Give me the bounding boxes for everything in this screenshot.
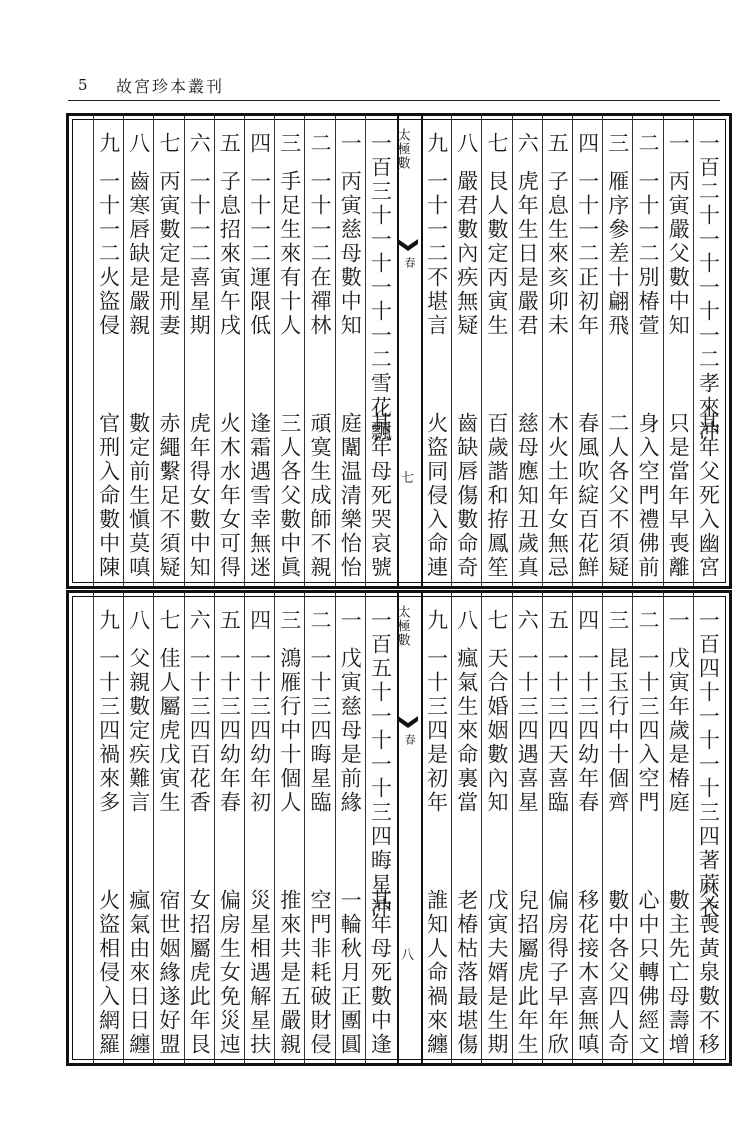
column-rule — [663, 116, 664, 586]
item-number: 四 — [575, 609, 600, 633]
column-rule — [214, 593, 215, 1063]
item-line: 一十三四幼年春 — [575, 647, 600, 815]
item-number: 二 — [307, 609, 332, 633]
item-line: 一十三四晦星臨 — [307, 647, 332, 815]
verse-column — [632, 122, 662, 580]
item-number: 七 — [156, 609, 181, 633]
item-line: 一十一二在禪林 — [307, 170, 332, 338]
column-rule — [451, 116, 452, 586]
item-number: 二 — [307, 132, 332, 156]
column-rule — [512, 593, 513, 1063]
item-line: 子息生來亥卯未 — [545, 170, 570, 338]
item-number: 六 — [515, 609, 540, 633]
column-rule — [663, 593, 664, 1063]
column-rule — [244, 116, 245, 586]
column-verse: 其年母死哭哀號 — [368, 412, 393, 580]
folio-number: 七 — [401, 471, 415, 486]
column-rule — [153, 116, 154, 586]
verse-column — [153, 599, 183, 1057]
item-verse: 齒缺唇傷數命奇 — [454, 412, 479, 580]
verse-column — [451, 122, 481, 580]
item-verse: 木火土年女無忌 — [545, 412, 570, 580]
verse-column — [451, 599, 481, 1057]
item-verse: 戊寅夫婿是生期 — [484, 889, 509, 1057]
fish-tail-mark — [397, 715, 419, 729]
item-number: 九 — [96, 609, 121, 633]
verse-column — [304, 122, 334, 580]
item-verse: 數中各父四人奇 — [605, 889, 630, 1057]
column-rule — [214, 116, 215, 586]
column-rule — [542, 593, 543, 1063]
item-line: 一十一二火盜侵 — [96, 170, 121, 338]
item-verse: 赤繩繫足不須疑 — [156, 412, 181, 580]
item-number: 七 — [484, 132, 509, 156]
column-rule — [93, 593, 94, 1063]
column-rule — [451, 593, 452, 1063]
item-number: 五 — [545, 132, 570, 156]
item-verse: 虎年得女數中知 — [187, 412, 212, 580]
column-rule — [153, 593, 154, 1063]
column-rule — [602, 593, 603, 1063]
item-line: 一十三四是初年 — [424, 647, 449, 815]
item-line: 戊寅慈母是前緣 — [338, 647, 363, 815]
item-verse: 兒招屬虎此年生 — [515, 889, 540, 1057]
verse-column — [542, 599, 572, 1057]
item-verse: 庭闈温清樂怡怡 — [338, 412, 363, 580]
column-rule — [335, 593, 336, 1063]
item-line: 戊寅年歲是椿庭 — [666, 647, 691, 815]
item-line: 一十三四百花香 — [187, 647, 212, 815]
item-verse: 只是當年早喪離 — [666, 412, 691, 580]
item-number: 三 — [605, 132, 630, 156]
verse-column — [481, 599, 511, 1057]
fold-rule — [397, 593, 399, 1063]
column-rule — [632, 116, 633, 586]
item-number: 六 — [187, 132, 212, 156]
item-verse: 偏房得子早年欣 — [545, 889, 570, 1057]
item-line: 一十一二不堪言 — [424, 170, 449, 338]
column-rule — [365, 116, 366, 586]
item-verse: 女招屬虎此年艮 — [187, 889, 212, 1057]
column-rule — [274, 116, 275, 586]
item-number: 一 — [666, 609, 691, 633]
fold-rule — [421, 116, 423, 586]
verse-column — [304, 599, 334, 1057]
item-verse: 頑寞生成師不親 — [307, 412, 332, 580]
item-number: 三 — [277, 132, 302, 156]
item-number: 五 — [217, 132, 242, 156]
column-rule — [542, 116, 543, 586]
column-rule — [572, 116, 573, 586]
fold-subtitle: 春 — [403, 257, 416, 268]
verse-column — [632, 599, 662, 1057]
item-verse: 火盜同侵入命連 — [424, 412, 449, 580]
item-verse: 推來共是五嚴親 — [277, 889, 302, 1057]
item-verse: 官刑入命數中陳 — [96, 412, 121, 580]
verse-column — [214, 122, 244, 580]
item-line: 丙寅數定是刑妻 — [156, 170, 181, 338]
verse-column — [123, 599, 153, 1057]
lower-woodblock-page — [66, 590, 732, 1066]
fold-subtitle: 春 — [403, 734, 416, 745]
item-number: 二 — [635, 132, 660, 156]
running-header — [68, 72, 720, 102]
item-number: 八 — [126, 609, 151, 633]
item-verse: 誰知人命禍來纏 — [424, 889, 449, 1057]
item-verse: 移花接木喜無嗔 — [575, 889, 600, 1057]
verse-column — [153, 122, 183, 580]
item-number: 三 — [277, 609, 302, 633]
item-number: 二 — [635, 609, 660, 633]
item-number: 一 — [666, 132, 691, 156]
item-line: 一十三四幼年初 — [247, 647, 272, 815]
item-verse: 老椿枯落最堪傷 — [454, 889, 479, 1057]
item-number: 六 — [515, 132, 540, 156]
verse-column — [93, 599, 123, 1057]
item-verse: 災星相遇解星扶 — [247, 889, 272, 1057]
column-verse: 其年母死數中逢 — [368, 889, 393, 1057]
fish-tail-mark — [397, 238, 419, 252]
column-rule — [123, 116, 124, 586]
item-number: 一 — [338, 132, 363, 156]
item-number: 九 — [424, 132, 449, 156]
folio-number: 八 — [401, 948, 415, 963]
column-rule — [184, 116, 185, 586]
verse-column — [274, 122, 304, 580]
item-verse: 數定前生愼莫嗔 — [126, 412, 151, 580]
item-line: 雁序參差十翩飛 — [605, 170, 630, 338]
item-line: 鴻雁行中十個人 — [277, 647, 302, 815]
item-line: 一十三四入空門 — [635, 647, 660, 815]
column-verse: 父喪黃泉數不移 — [696, 889, 721, 1057]
column-rule — [304, 593, 305, 1063]
verse-column — [93, 122, 123, 580]
column-rule — [274, 593, 275, 1063]
item-number: 六 — [187, 609, 212, 633]
fold-title: 太極數 — [394, 128, 410, 170]
verse-column — [184, 599, 214, 1057]
verse-column — [602, 599, 632, 1057]
item-verse: 宿世姻緣遂好盟 — [156, 889, 181, 1057]
item-line: 一十一二運限低 — [247, 170, 272, 338]
verse-column — [335, 122, 365, 580]
fold-rule — [397, 116, 399, 586]
item-verse: 身入空門禮佛前 — [635, 412, 660, 580]
column-rule — [365, 593, 366, 1063]
item-number: 五 — [545, 609, 570, 633]
item-line: 父親數定疾難言 — [126, 647, 151, 815]
item-number: 五 — [217, 609, 242, 633]
column-verse: 其年父死入幽宮 — [696, 412, 721, 580]
item-line: 瘋氣生來命裏當 — [454, 647, 479, 815]
fold-title: 太極數 — [394, 605, 410, 647]
column-rule — [632, 593, 633, 1063]
column-heading: 一百五十一十一十三四晦星冲 — [368, 609, 393, 921]
item-line: 一十三四禍來多 — [96, 647, 121, 815]
verse-column — [602, 122, 632, 580]
verse-column — [512, 122, 542, 580]
item-verse: 逢霜遇雪幸無迷 — [247, 412, 272, 580]
heading-column — [693, 122, 723, 580]
item-number: 三 — [605, 609, 630, 633]
verse-column — [421, 122, 451, 580]
item-verse: 春風吹綻百花鮮 — [575, 412, 600, 580]
column-rule — [693, 116, 694, 586]
center-fold-strip — [394, 599, 417, 1057]
item-line: 嚴君數內疾無疑 — [454, 170, 479, 338]
verse-column — [572, 122, 602, 580]
column-rule — [123, 593, 124, 1063]
verse-column — [214, 599, 244, 1057]
column-rule — [93, 116, 94, 586]
item-line: 一十三四幼年春 — [217, 647, 242, 815]
verse-column — [274, 599, 304, 1057]
item-number: 八 — [454, 132, 479, 156]
item-line: 一十一二正初年 — [575, 170, 600, 338]
item-line: 天合婚姻數內知 — [484, 647, 509, 815]
column-rule — [304, 116, 305, 586]
verse-column — [512, 599, 542, 1057]
item-number: 一 — [338, 609, 363, 633]
item-verse: 偏房生女免災迍 — [217, 889, 242, 1057]
column-heading: 一百二十一十一十一二孝來冲 — [696, 132, 721, 444]
column-rule — [244, 593, 245, 1063]
item-verse: 慈母應知丑歲真 — [515, 412, 540, 580]
item-number: 七 — [156, 132, 181, 156]
fold-rule — [421, 593, 423, 1063]
column-heading: 一百四十一十一十三四著蔴衣 — [696, 609, 721, 921]
verse-column — [481, 122, 511, 580]
item-line: 齒寒唇缺是嚴親 — [126, 170, 151, 338]
verse-column — [663, 122, 693, 580]
column-rule — [481, 593, 482, 1063]
column-rule — [184, 593, 185, 1063]
column-rule — [512, 116, 513, 586]
page-number: 5 — [78, 76, 88, 94]
item-verse: 一輪秋月正團圓 — [338, 889, 363, 1057]
column-heading: 一百三十一十一十一二雪花飄 — [368, 132, 393, 444]
column-rule — [481, 116, 482, 586]
item-number: 四 — [575, 132, 600, 156]
item-line: 一十三四遇喜星 — [515, 647, 540, 815]
column-rule — [693, 593, 694, 1063]
item-verse: 百歲諧和拵鳳笙 — [484, 412, 509, 580]
column-rule — [602, 116, 603, 586]
verse-column — [421, 599, 451, 1057]
column-rule — [572, 593, 573, 1063]
item-line: 昆玉行中十個齊 — [605, 647, 630, 815]
item-number: 四 — [247, 609, 272, 633]
header-rule — [68, 100, 720, 101]
heading-column — [365, 122, 395, 580]
item-number: 八 — [126, 132, 151, 156]
item-line: 一十一二別椿萱 — [635, 170, 660, 338]
verse-column — [335, 599, 365, 1057]
item-line: 丙寅嚴父數中知 — [666, 170, 691, 338]
column-rule — [335, 116, 336, 586]
item-line: 艮人數定丙寅生 — [484, 170, 509, 338]
verse-column — [244, 122, 274, 580]
item-verse: 二人各父不須疑 — [605, 412, 630, 580]
item-line: 丙寅慈母數中知 — [338, 170, 363, 338]
item-verse: 火盜相侵入網羅 — [96, 889, 121, 1057]
item-line: 佳人屬虎戊寅生 — [156, 647, 181, 815]
item-verse: 空門非耗破財侵 — [307, 889, 332, 1057]
upper-woodblock-page — [66, 113, 732, 589]
item-verse: 數主先亡母壽增 — [666, 889, 691, 1057]
item-line: 手足生來有十人 — [277, 170, 302, 338]
verse-column — [663, 599, 693, 1057]
item-verse: 火木水年女可得 — [217, 412, 242, 580]
item-verse: 心中只轉佛經文 — [635, 889, 660, 1057]
verse-column — [123, 122, 153, 580]
verse-column — [542, 122, 572, 580]
verse-column — [244, 599, 274, 1057]
center-fold-strip — [394, 122, 417, 580]
book-title: 故宮珍本叢刊 — [116, 77, 225, 96]
verse-column — [184, 122, 214, 580]
item-line: 子息招來寅午戌 — [217, 170, 242, 338]
item-line: 一十一二喜星期 — [187, 170, 212, 338]
heading-column — [693, 599, 723, 1057]
verse-column — [572, 599, 602, 1057]
item-verse: 瘋氣由來日日纏 — [126, 889, 151, 1057]
item-number: 八 — [454, 609, 479, 633]
item-number: 九 — [424, 609, 449, 633]
item-number: 七 — [484, 609, 509, 633]
item-number: 九 — [96, 132, 121, 156]
item-line: 虎年生日是嚴君 — [515, 170, 540, 338]
heading-column — [365, 599, 395, 1057]
item-line: 一十三四天喜臨 — [545, 647, 570, 815]
item-number: 四 — [247, 132, 272, 156]
item-verse: 三人各父數中眞 — [277, 412, 302, 580]
